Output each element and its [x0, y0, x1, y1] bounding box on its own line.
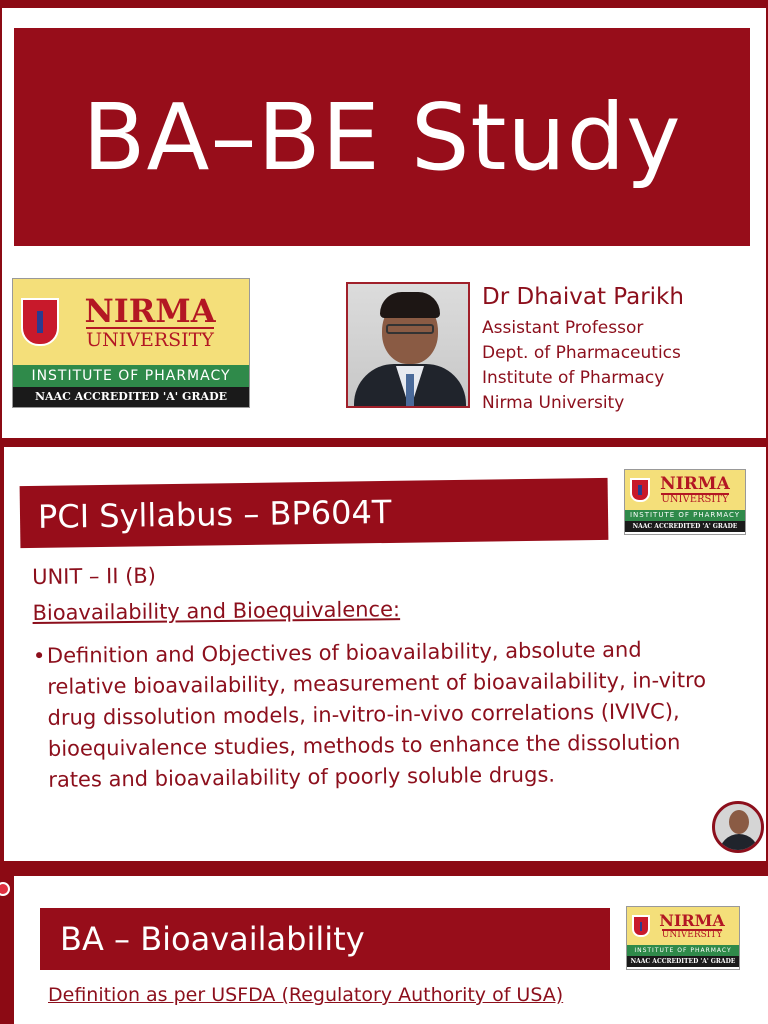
title-banner: [14, 28, 750, 246]
syllabus-body: [32, 558, 724, 796]
record-indicator-icon: [0, 882, 10, 896]
ba-title: BA – Bioavailability: [40, 908, 610, 970]
presenter-line: Institute of Pharmacy: [482, 368, 665, 388]
presenter-line: Nirma University: [482, 393, 625, 413]
section-heading: Bioavailability and Bioequivalence:: [32, 597, 401, 625]
logo-university: UNIVERSITY: [661, 493, 729, 505]
logo-grade: NAAC ACCREDITED 'A' GRADE: [625, 521, 745, 532]
logo-name: NIRMA: [659, 910, 725, 930]
definition-heading: Definition as per USFDA (Regulatory Authority of USA): [48, 984, 564, 1006]
slide-title: [2, 8, 766, 438]
shield-icon: [21, 298, 59, 346]
slide-title-text: BA–BE Study: [82, 83, 682, 191]
logo-grade: NAAC ACCREDITED 'A' GRADE: [627, 956, 739, 967]
presenter-line: Assistant Professor: [482, 318, 644, 338]
presenter-line: Dept. of Pharmaceutics: [482, 343, 681, 363]
slide-syllabus: [4, 447, 766, 861]
unit-label: UNIT – II (B): [32, 563, 157, 589]
logo-institute: INSTITUTE OF PHARMACY: [625, 510, 745, 521]
presenter-photo: [346, 282, 470, 408]
logo-university: UNIVERSITY: [661, 929, 723, 940]
presenter-avatar: [712, 801, 764, 853]
nirma-logo: [626, 906, 740, 970]
bullet-icon: •: [32, 643, 46, 668]
syllabus-title: PCI Syllabus – BP604T: [20, 478, 609, 548]
bullet-text: Definition and Objectives of bioavailability, absolute and relative bioavailability, measurement of bioavailability, in-vitro drug dissolution models, in-vitro-in-vivo correlations (IVIVC), bioequivalence studies, methods to enhance the dissolution rates and bioavailability of poorly soluble drugs.: [46, 637, 707, 792]
shield-icon: [632, 915, 650, 937]
shield-icon: [630, 478, 650, 502]
logo-grade: NAAC ACCREDITED 'A' GRADE: [13, 387, 249, 407]
logo-name: NIRMA: [660, 473, 730, 494]
logo-institute: INSTITUTE OF PHARMACY: [13, 365, 249, 387]
logo-name: NIRMA: [84, 291, 216, 330]
logo-university: UNIVERSITY: [86, 328, 214, 351]
logo-institute: INSTITUTE OF PHARMACY: [627, 945, 739, 956]
presenter-info: [482, 284, 684, 416]
list-item: [33, 634, 725, 796]
nirma-logo: [12, 278, 250, 408]
nirma-logo: [624, 469, 746, 535]
presenter-name: Dr Dhaivat Parikh: [482, 284, 684, 310]
slide-bioavailability: [14, 876, 768, 1024]
